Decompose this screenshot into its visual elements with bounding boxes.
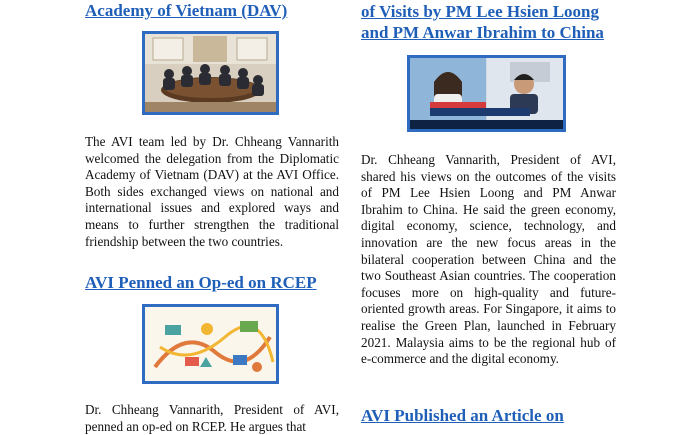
meeting-room-illustration	[145, 34, 276, 112]
article-heading-china-visits-line1[interactable]: of Visits by PM Lee Hsien Loong	[361, 2, 600, 21]
tv-interview-graphic	[410, 58, 563, 129]
tv-interview-screenshot	[407, 55, 566, 132]
dav-meeting-photo	[142, 31, 279, 115]
rcep-illustration	[142, 304, 279, 384]
rcep-paragraph: Dr. Chheang Vannarith, President of AVI, penned an op-ed on RCEP. He argues that	[85, 402, 339, 434]
article-heading-dav[interactable]: Academy of Vietnam (DAV)	[85, 1, 288, 20]
china-visits-paragraph: Dr. Chheang Vannarith, President of AVI, shared his views on the outcomes of the visits of PM Lee Hsien Loong and PM Anwar Ibrahim to China. He said the green economy, digital economy, science, technology, and innovation are the new focus areas in the bilateral cooperation between China and the two Southeast Asian countries. The cooperation focuses more on high-quality and future-oriented growth areas. For Singapore, it aims to realise the Green Plan, launched in February 2021. Malaysia aims to be the regional hub of e-commerce and the digital economy.	[361, 152, 616, 367]
article-heading-china-visits-line2[interactable]: and PM Anwar Ibrahim to China	[361, 23, 604, 42]
dav-paragraph: The AVI team led by Dr. Chheang Vannarith welcomed the delegation from the Diplomatic Academy of Vietnam (DAV) at the AVI Office. Both sides exchanged views on national and international issues and explored ways and means to further strengthen the traditional friendship between the two countries.	[85, 134, 339, 249]
article-heading-rcep[interactable]: AVI Penned an Op-ed on RCEP	[85, 273, 317, 292]
article-heading-published[interactable]: AVI Published an Article on	[361, 406, 564, 425]
rcep-graphic	[145, 307, 276, 381]
